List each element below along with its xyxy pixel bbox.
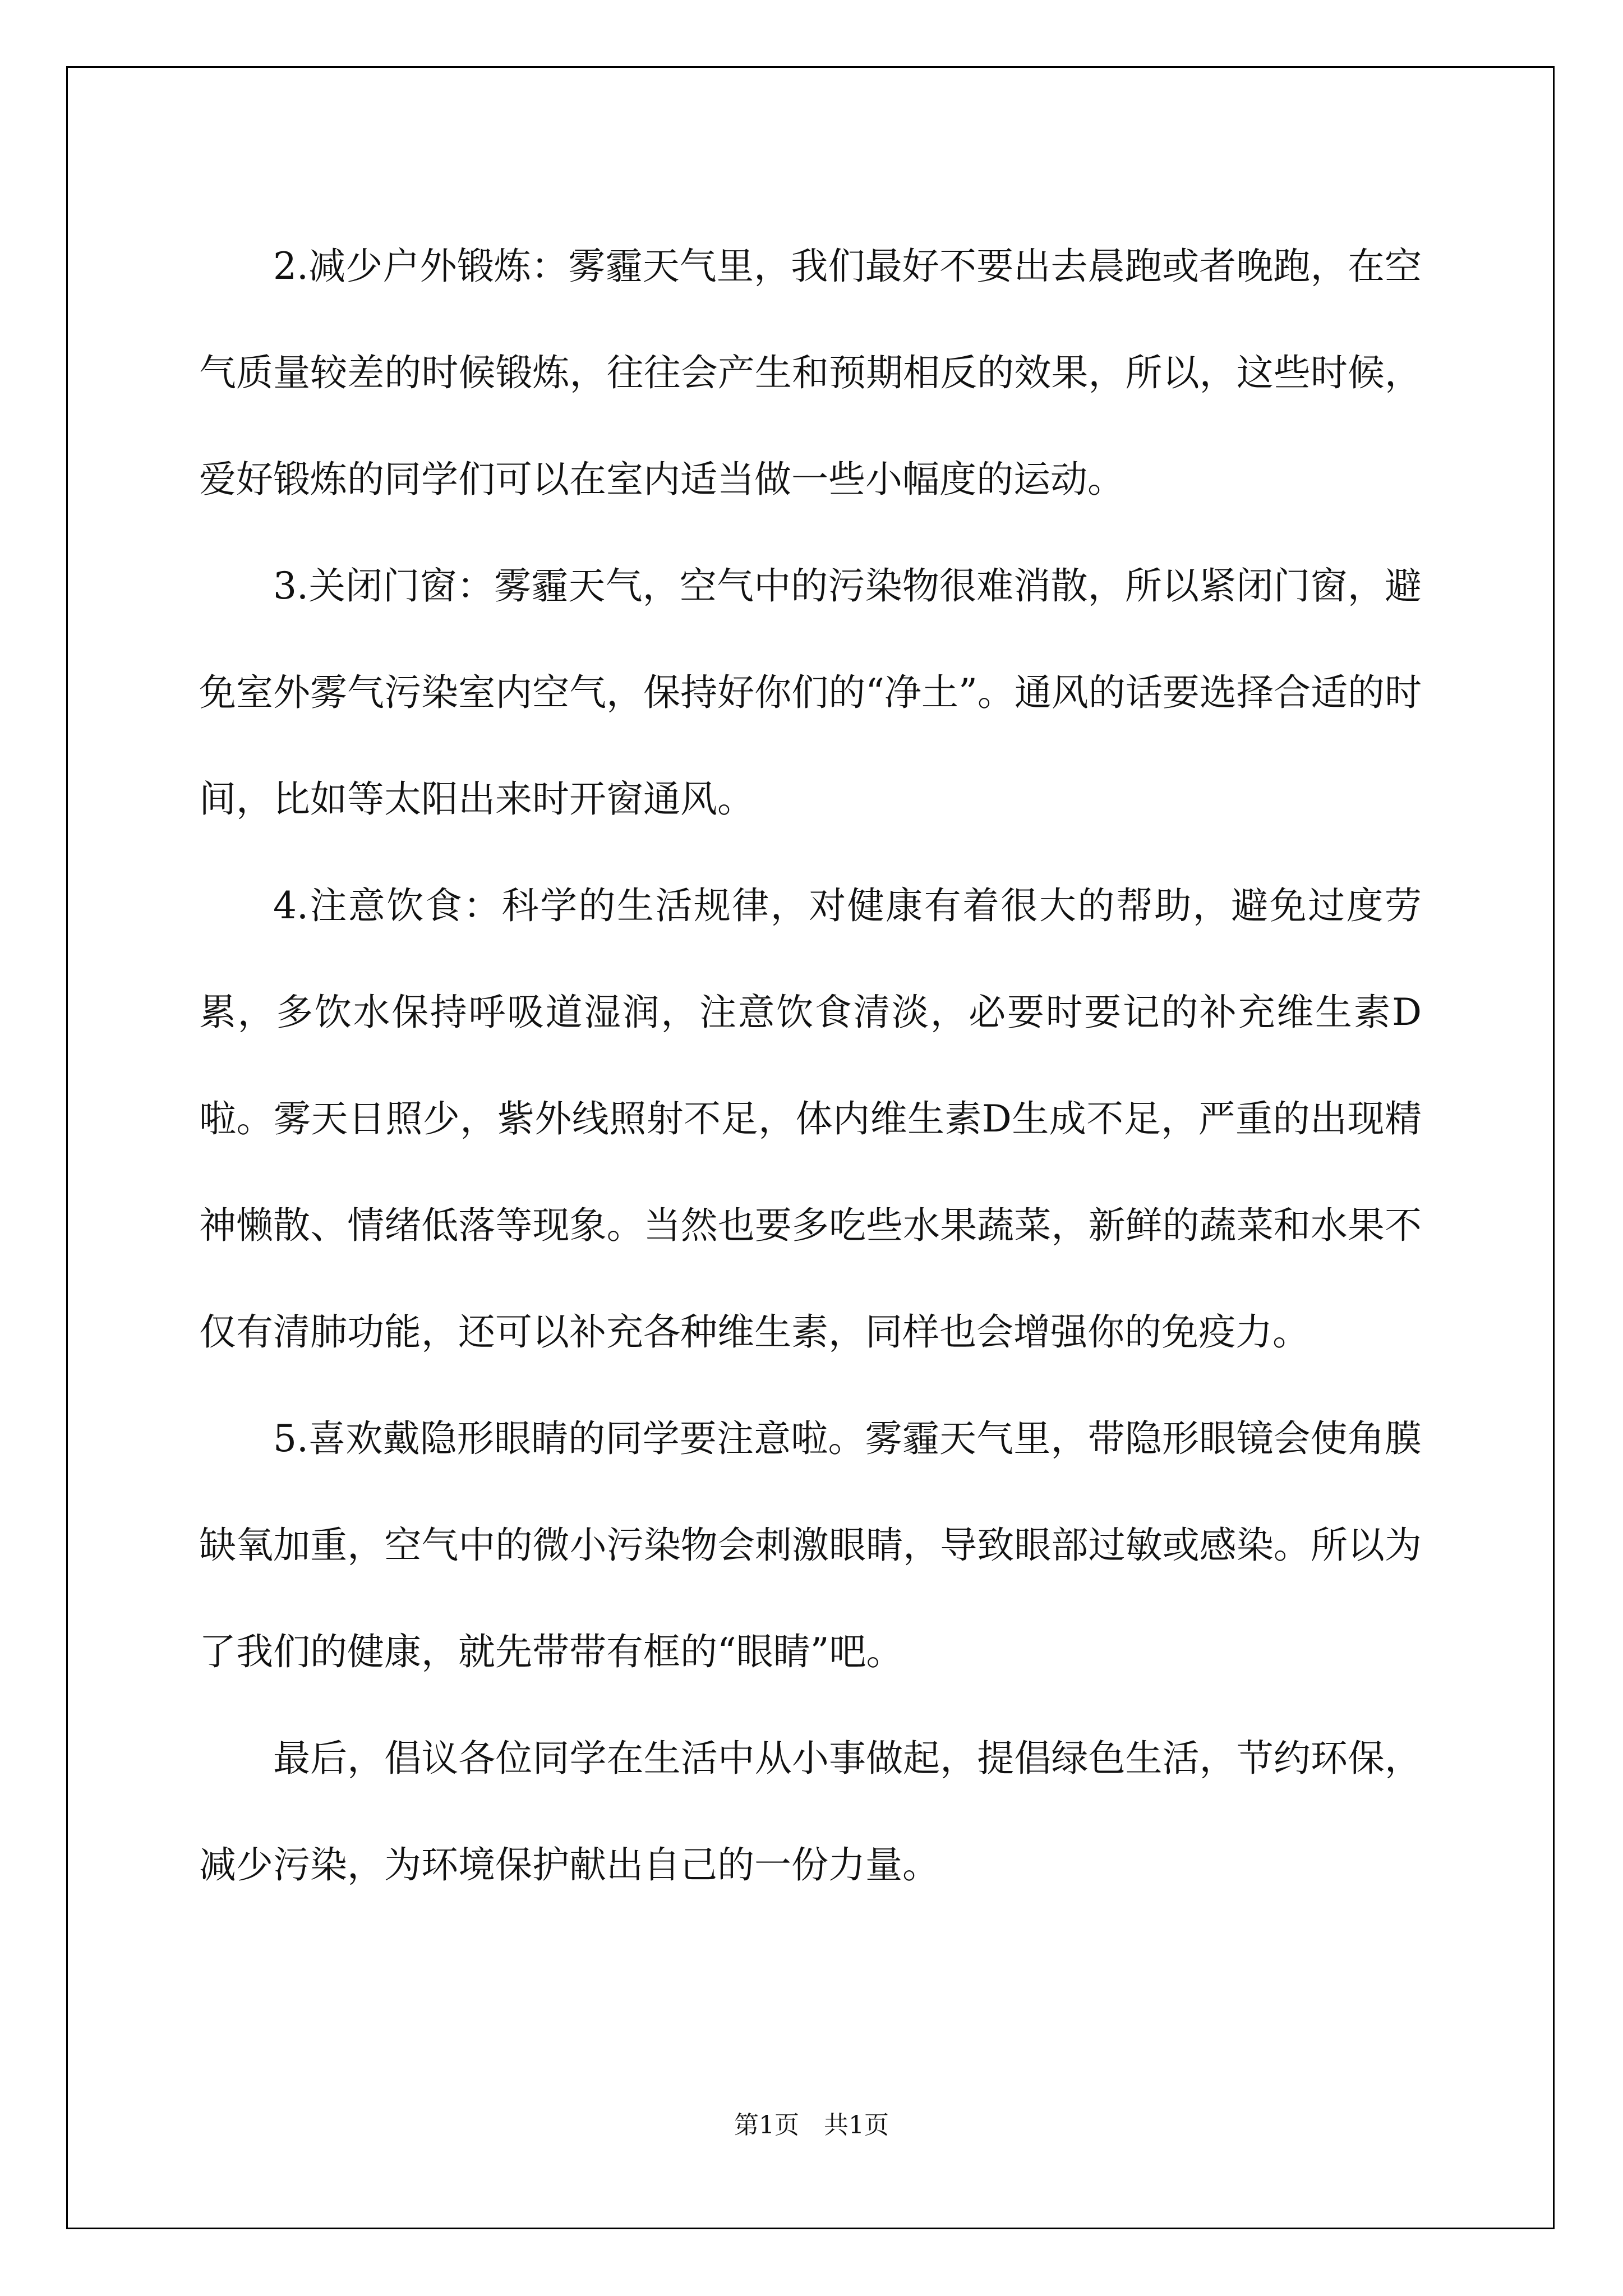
document-body [199,213,1422,1918]
paragraph-close-windows: 3.关闭门窗：雾霾天气，空气中的污染物很难消散，所以紧闭门窗，避免室外雾气污染室内空气，保持好你们的“净土”。通风的话要选择合适的时间，比如等太阳出来时开窗通风。 [199,564,1422,821]
paragraph-conclusion: 最后，倡议各位同学在生活中从小事做起，提倡绿色生活，节约环保，减少污染，为环境保护献出自己的一份力量。 [199,1737,1422,1887]
paragraph-diet: 4.注意饮食：科学的生活规律，对健康有着很大的帮助，避免过度劳累，多饮水保持呼吸道湿润，注意饮食清淡，必要时要记的补充维生素D啦。雾天日照少，紫外线照射不足，体内维生素D生成不足，严重的出现精神懒散、情绪低落等现象。当然也要多吃些水果蔬菜，新鲜的蔬菜和水果不仅有清肺功能，还可以补充各种维生素，同样也会增强你的免疫力。 [199,884,1422,1354]
paragraph-contact-lenses: 5.喜欢戴隐形眼睛的同学要注意啦。雾霾天气里，带隐形眼镜会使角膜缺氧加重，空气中的微小污染物会刺激眼睛，导致眼部过敏或感染。所以为了我们的健康，就先带带有框的“眼睛”吧。 [199,1417,1422,1673]
page-number-footer: 第1页 共1页 [734,2111,889,2139]
paragraph-reduce-outdoor-exercise: 2.减少户外锻炼：雾霾天气里，我们最好不要出去晨跑或者晚跑，在空气质量较差的时候锻炼，往往会产生和预期相反的效果，所以，这些时候，爱好锻炼的同学们可以在室内适当做一些小幅度的运动。 [199,245,1422,501]
